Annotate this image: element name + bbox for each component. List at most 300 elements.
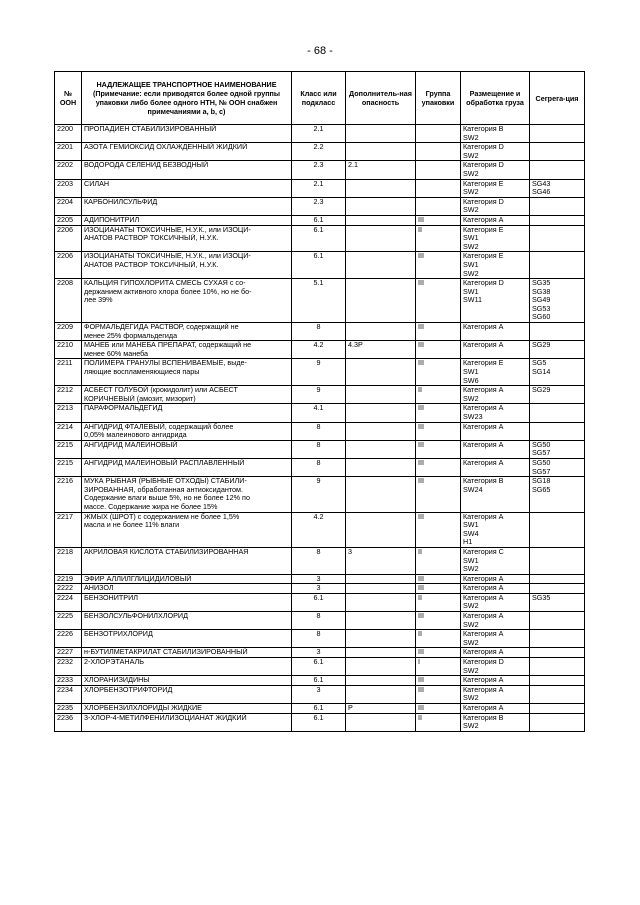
- stowage-line: Категория A: [463, 648, 504, 657]
- stowage-line: SW2: [463, 638, 479, 647]
- subsidiary-risk-cell: [346, 612, 416, 630]
- stowage-line: Категория D: [463, 197, 504, 206]
- stowage-line: Категория A: [463, 341, 504, 350]
- un-number-cell: 2219: [55, 574, 82, 584]
- stowage-line: SW2: [463, 269, 479, 278]
- packing-group-cell: III: [416, 574, 461, 584]
- table-row: [55, 440, 585, 458]
- shipping-name-line: ПОЛИМЕРА ГРАНУЛЫ ВСПЕНИВАЕМЫЕ, выде-: [84, 359, 247, 368]
- packing-group-cell: [416, 143, 461, 161]
- shipping-name-cell: [82, 547, 292, 574]
- table-row: [55, 359, 585, 386]
- segregation-cell: [530, 713, 585, 731]
- class-cell: 8: [292, 547, 346, 574]
- stowage-line: Категория A: [463, 323, 504, 332]
- stowage-cell: [461, 404, 530, 422]
- stowage-line: SW2: [463, 394, 479, 403]
- segregation-cell: [530, 359, 585, 386]
- segregation-line: SG50: [532, 458, 551, 467]
- packing-group-cell: II: [416, 593, 461, 611]
- subsidiary-risk-cell: [346, 225, 416, 252]
- subsidiary-risk-cell: [346, 197, 416, 215]
- table-row: [55, 143, 585, 161]
- stowage-line: Категория D: [463, 161, 504, 170]
- segregation-line: SG57: [532, 449, 551, 458]
- un-number-cell: 2234: [55, 685, 82, 703]
- shipping-name-line: БЕНЗОТРИХЛОРИД: [84, 630, 153, 639]
- segregation-line: SG18: [532, 477, 551, 486]
- subsidiary-risk-cell: [346, 477, 416, 512]
- stowage-line: SW1: [463, 521, 479, 530]
- un-number-cell: 2209: [55, 323, 82, 341]
- segregation-cell: [530, 404, 585, 422]
- shipping-name-line: ИЗОЦИАНАТЫ ТОКСИЧНЫЕ, Н.У.К., или ИЗОЦИ-: [84, 252, 251, 261]
- packing-group-cell: III: [416, 252, 461, 279]
- packing-group-cell: III: [416, 458, 461, 476]
- shipping-name-line: АНАТОВ РАСТВОР ТОКСИЧНЫЙ, Н.У.К.: [84, 234, 219, 243]
- un-number-cell: 2232: [55, 658, 82, 676]
- stowage-cell: [461, 279, 530, 323]
- shipping-name-line: БЕНЗОНИТРИЛ: [84, 593, 138, 602]
- shipping-name-cell: [82, 341, 292, 359]
- un-number-cell: 2215: [55, 440, 82, 458]
- segregation-line: SG35: [532, 593, 551, 602]
- stowage-line: SW2: [463, 722, 479, 731]
- shipping-name-line: АНИЗОЛ: [84, 584, 114, 593]
- packing-group-cell: III: [416, 215, 461, 225]
- shipping-name-line: АЗОТА ГЕМИОКСИД ОХЛАЖДЕННЫЙ ЖИДКИЙ: [84, 143, 248, 152]
- packing-group-cell: III: [416, 685, 461, 703]
- segregation-line: SG29: [532, 341, 551, 350]
- stowage-line: Категория E: [463, 252, 504, 261]
- un-number-cell: 2204: [55, 197, 82, 215]
- class-cell: 3: [292, 584, 346, 594]
- table-row: [55, 252, 585, 279]
- shipping-name-cell: [82, 612, 292, 630]
- stowage-cell: [461, 359, 530, 386]
- class-cell: 9: [292, 386, 346, 404]
- un-number-cell: 2227: [55, 648, 82, 658]
- subsidiary-risk-cell: [346, 252, 416, 279]
- stowage-line: SW2: [463, 188, 479, 197]
- stowage-line: SW2: [463, 666, 479, 675]
- stowage-line: SW1: [463, 556, 479, 565]
- segregation-cell: [530, 685, 585, 703]
- shipping-name-cell: [82, 584, 292, 594]
- stowage-line: Категория A: [463, 584, 504, 593]
- stowage-line: Категория C: [463, 547, 504, 556]
- class-cell: 8: [292, 612, 346, 630]
- shipping-name-line: ХЛОРБЕНЗИЛХЛОРИДЫ ЖИДКИЕ: [84, 704, 202, 712]
- subsidiary-risk-cell: [346, 512, 416, 547]
- shipping-name-line: менее 25% формальдегида: [84, 331, 178, 340]
- shipping-name-cell: [82, 125, 292, 143]
- segregation-cell: [530, 422, 585, 440]
- un-number-cell: 2226: [55, 630, 82, 648]
- class-cell: 8: [292, 323, 346, 341]
- table-row: [55, 713, 585, 731]
- table-row: [55, 658, 585, 676]
- shipping-name-line: менее 60% манеба: [84, 349, 149, 358]
- segregation-cell: [530, 584, 585, 594]
- un-number-cell: 2201: [55, 143, 82, 161]
- stowage-line: H1: [463, 538, 473, 547]
- shipping-name-line: ляющие воспламеняющиеся пары: [84, 368, 200, 377]
- stowage-cell: [461, 341, 530, 359]
- stowage-line: SW6: [463, 376, 479, 385]
- stowage-line: Категория A: [463, 512, 504, 521]
- shipping-name-cell: [82, 658, 292, 676]
- packing-group-cell: II: [416, 713, 461, 731]
- subsidiary-risk-cell: [346, 215, 416, 225]
- stowage-line: SW2: [463, 565, 479, 574]
- packing-group-cell: III: [416, 584, 461, 594]
- shipping-name-cell: [82, 197, 292, 215]
- un-number-cell: 2214: [55, 422, 82, 440]
- un-number-cell: 2200: [55, 125, 82, 143]
- table-row: [55, 630, 585, 648]
- table-row: [55, 422, 585, 440]
- shipping-name-cell: [82, 323, 292, 341]
- segregation-cell: [530, 547, 585, 574]
- shipping-name-line: масла и не более 11% влаги: [84, 521, 180, 530]
- un-number-cell: 2233: [55, 676, 82, 686]
- header-stowage: Размещение и обработка груза: [461, 72, 530, 125]
- class-cell: 2.1: [292, 179, 346, 197]
- class-cell: 9: [292, 359, 346, 386]
- stowage-cell: [461, 676, 530, 686]
- stowage-line: SW1: [463, 260, 479, 269]
- subsidiary-risk-cell: 4.3P: [346, 341, 416, 359]
- stowage-cell: [461, 685, 530, 703]
- header-proper-shipping-name: [82, 72, 292, 125]
- stowage-line: Категория B: [463, 713, 504, 722]
- subsidiary-risk-cell: [346, 685, 416, 703]
- shipping-name-cell: [82, 512, 292, 547]
- stowage-line: SW4: [463, 529, 479, 538]
- segregation-cell: [530, 179, 585, 197]
- subsidiary-risk-cell: [346, 386, 416, 404]
- subsidiary-risk-cell: [346, 359, 416, 386]
- subsidiary-risk-cell: [346, 143, 416, 161]
- un-number-cell: 2216: [55, 477, 82, 512]
- stowage-line: Категория A: [463, 630, 504, 639]
- segregation-cell: [530, 225, 585, 252]
- table-row: [55, 584, 585, 594]
- un-number-cell: 2211: [55, 359, 82, 386]
- packing-group-cell: III: [416, 422, 461, 440]
- segregation-cell: [530, 386, 585, 404]
- stowage-line: Категория D: [463, 658, 504, 667]
- table-row: [55, 125, 585, 143]
- table-row: [55, 386, 585, 404]
- shipping-name-cell: [82, 440, 292, 458]
- segregation-cell: [530, 458, 585, 476]
- un-number-cell: 2206: [55, 225, 82, 252]
- stowage-line: Категория B: [463, 477, 504, 486]
- stowage-line: Категория A: [463, 685, 504, 694]
- class-cell: 2.2: [292, 143, 346, 161]
- segregation-line: SG35: [532, 279, 551, 288]
- stowage-line: SW1: [463, 368, 479, 377]
- shipping-name-cell: [82, 252, 292, 279]
- stowage-cell: [461, 574, 530, 584]
- class-cell: 8: [292, 422, 346, 440]
- stowage-cell: [461, 179, 530, 197]
- table-row: [55, 404, 585, 422]
- header-class: Класс или подкласс: [292, 72, 346, 125]
- un-number-cell: 2203: [55, 179, 82, 197]
- shipping-name-line: КАРБОНИЛСУЛЬФИД: [84, 197, 158, 206]
- un-number-cell: 2224: [55, 593, 82, 611]
- subsidiary-risk-cell: [346, 440, 416, 458]
- subsidiary-risk-cell: [346, 593, 416, 611]
- shipping-name-cell: [82, 422, 292, 440]
- table-row: [55, 676, 585, 686]
- table-row: [55, 323, 585, 341]
- table-row: [55, 593, 585, 611]
- segregation-line: SG60: [532, 313, 551, 322]
- segregation-cell: [530, 161, 585, 179]
- packing-group-cell: III: [416, 612, 461, 630]
- stowage-line: SW2: [463, 169, 479, 178]
- class-cell: 2.3: [292, 161, 346, 179]
- stowage-cell: [461, 125, 530, 143]
- segregation-line: SG50: [532, 440, 551, 449]
- subsidiary-risk-cell: [346, 713, 416, 731]
- packing-group-cell: III: [416, 512, 461, 547]
- segregation-cell: [530, 630, 585, 648]
- stowage-line: SW2: [463, 206, 479, 215]
- stowage-line: Категория A: [463, 574, 504, 583]
- shipping-name-line: 2-ХЛОРЭТАНАЛЬ: [84, 658, 144, 667]
- shipping-name-line: АНАТОВ РАСТВОР ТОКСИЧНЫЙ, Н.У.К.: [84, 260, 219, 269]
- shipping-name-cell: [82, 676, 292, 686]
- packing-group-cell: III: [416, 440, 461, 458]
- stowage-line: Категория A: [463, 215, 504, 224]
- subsidiary-risk-cell: [346, 458, 416, 476]
- class-cell: 6.1: [292, 225, 346, 252]
- header-un-number: № ООН: [55, 72, 82, 125]
- segregation-line: SG65: [532, 485, 551, 494]
- table-row: [55, 458, 585, 476]
- segregation-cell: [530, 593, 585, 611]
- shipping-name-cell: [82, 648, 292, 658]
- stowage-line: Категория A: [463, 458, 504, 467]
- un-number-cell: 2225: [55, 612, 82, 630]
- segregation-cell: [530, 143, 585, 161]
- packing-group-cell: III: [416, 323, 461, 341]
- packing-group-cell: III: [416, 279, 461, 323]
- shipping-name-line: ЗИРОВАННАЯ, обработанная антиоксидантом.: [84, 485, 243, 494]
- table-row: [55, 279, 585, 323]
- stowage-line: SW2: [463, 620, 479, 629]
- stowage-line: SW2: [463, 242, 479, 251]
- table-row: [55, 512, 585, 547]
- table-row: [55, 704, 585, 714]
- shipping-name-line: КОРИЧНЕВЫЙ (амозит, мизорит): [84, 394, 196, 403]
- shipping-name-cell: [82, 685, 292, 703]
- class-cell: 8: [292, 458, 346, 476]
- segregation-cell: [530, 197, 585, 215]
- class-cell: 3: [292, 685, 346, 703]
- subsidiary-risk-cell: [346, 630, 416, 648]
- stowage-line: Категория A: [463, 386, 504, 395]
- stowage-cell: [461, 323, 530, 341]
- class-cell: 9: [292, 477, 346, 512]
- segregation-cell: [530, 512, 585, 547]
- class-cell: 6.1: [292, 658, 346, 676]
- un-number-cell: 2236: [55, 713, 82, 731]
- un-number-cell: 2208: [55, 279, 82, 323]
- stowage-cell: [461, 593, 530, 611]
- stowage-line: Категория D: [463, 143, 504, 152]
- stowage-cell: [461, 547, 530, 574]
- stowage-line: SW2: [463, 133, 479, 142]
- shipping-name-line: массе. Содержание жира не более 15%: [84, 502, 218, 511]
- dangerous-goods-table: [54, 71, 585, 732]
- table-row: [55, 225, 585, 252]
- class-cell: 4.1: [292, 404, 346, 422]
- table-row: [55, 179, 585, 197]
- un-number-cell: 2235: [55, 704, 82, 714]
- packing-group-cell: III: [416, 648, 461, 658]
- packing-group-cell: [416, 179, 461, 197]
- shipping-name-line: СИЛАН: [84, 179, 110, 188]
- segregation-line: SG53: [532, 304, 551, 313]
- subsidiary-risk-cell: [346, 404, 416, 422]
- table-row: [55, 215, 585, 225]
- un-number-cell: 2217: [55, 512, 82, 547]
- un-number-cell: 2215: [55, 458, 82, 476]
- stowage-line: Категория A: [463, 704, 504, 712]
- table-row: [55, 685, 585, 703]
- segregation-cell: [530, 215, 585, 225]
- stowage-cell: [461, 612, 530, 630]
- page-number: - 68 -: [307, 45, 333, 57]
- packing-group-cell: III: [416, 359, 461, 386]
- stowage-line: Категория E: [463, 179, 504, 188]
- shipping-name-cell: [82, 477, 292, 512]
- stowage-line: SW1: [463, 287, 479, 296]
- stowage-cell: [461, 713, 530, 731]
- stowage-line: SW23: [463, 413, 483, 421]
- header-name-note: (Примечание: если приводятся более одной группы упаковки либо более одного НТН, № ООН снабжен примечаниями a, b, c): [92, 89, 281, 116]
- subsidiary-risk-cell: [346, 574, 416, 584]
- stowage-cell: [461, 648, 530, 658]
- class-cell: 6.1: [292, 252, 346, 279]
- shipping-name-cell: [82, 630, 292, 648]
- stowage-cell: [461, 161, 530, 179]
- stowage-cell: [461, 704, 530, 714]
- stowage-cell: [461, 143, 530, 161]
- segregation-cell: [530, 323, 585, 341]
- subsidiary-risk-cell: [346, 658, 416, 676]
- stowage-cell: [461, 197, 530, 215]
- subsidiary-risk-cell: [346, 422, 416, 440]
- table-row: [55, 477, 585, 512]
- packing-group-cell: II: [416, 386, 461, 404]
- table-body: [55, 125, 585, 732]
- shipping-name-line: ПРОПАДИЕН СТАБИЛИЗИРОВАННЫЙ: [84, 125, 217, 133]
- header-packing-group: Группа упаковки: [416, 72, 461, 125]
- segregation-cell: [530, 252, 585, 279]
- class-cell: 6.1: [292, 215, 346, 225]
- shipping-name-line: лее 39%: [84, 296, 113, 305]
- shipping-name-line: АНГИДРИД ФТАЛЕВЫЙ, содержащий более: [84, 422, 234, 431]
- packing-group-cell: [416, 197, 461, 215]
- shipping-name-cell: [82, 225, 292, 252]
- segregation-line: SG49: [532, 296, 551, 305]
- stowage-line: Категория B: [463, 125, 504, 133]
- un-number-cell: 2205: [55, 215, 82, 225]
- class-cell: 8: [292, 630, 346, 648]
- stowage-cell: [461, 477, 530, 512]
- subsidiary-risk-cell: 3: [346, 547, 416, 574]
- table-row: [55, 612, 585, 630]
- segregation-cell: [530, 648, 585, 658]
- shipping-name-line: АНГИДРИД МАЛЕИНОВЫЙ РАСПЛАВЛЕННЫЙ: [84, 458, 245, 467]
- segregation-line: SG43: [532, 179, 551, 188]
- segregation-line: SG38: [532, 287, 551, 296]
- shipping-name-cell: [82, 386, 292, 404]
- shipping-name-line: МУКА РЫБНАЯ (РЫБНЫЕ ОТХОДЫ) СТАБИЛИ-: [84, 477, 247, 486]
- un-number-cell: 2222: [55, 584, 82, 594]
- shipping-name-line: КАЛЬЦИЯ ГИПОХЛОРИТА СМЕСЬ СУХАЯ с со-: [84, 279, 246, 288]
- subsidiary-risk-cell: [346, 125, 416, 143]
- segregation-cell: [530, 125, 585, 143]
- stowage-line: Категория E: [463, 359, 504, 368]
- shipping-name-line: АСБЕСТ ГОЛУБОЙ (крокидолит) или АСБЕСТ: [84, 386, 238, 395]
- un-number-cell: 2213: [55, 404, 82, 422]
- segregation-cell: [530, 341, 585, 359]
- shipping-name-line: 3-ХЛОР-4-МЕТИЛФЕНИЛИЗОЦИАНАТ ЖИДКИЙ: [84, 713, 247, 722]
- header-name-title: НАДЛЕЖАЩЕЕ ТРАНСПОРТНОЕ НАИМЕНОВАНИЕ: [96, 80, 277, 89]
- segregation-cell: [530, 279, 585, 323]
- shipping-name-cell: [82, 179, 292, 197]
- segregation-line: SG46: [532, 188, 551, 197]
- table-row: [55, 341, 585, 359]
- class-cell: 6.1: [292, 676, 346, 686]
- header-segregation: Сегрега-ция: [530, 72, 585, 125]
- un-number-cell: 2202: [55, 161, 82, 179]
- stowage-line: SW2: [463, 694, 479, 703]
- segregation-line: SG14: [532, 368, 551, 377]
- table-row: [55, 197, 585, 215]
- shipping-name-cell: [82, 404, 292, 422]
- shipping-name-line: БЕНЗОЛСУЛЬФОНИЛХЛОРИД: [84, 612, 188, 621]
- shipping-name-line: н-БУТИЛМЕТАКРИЛАТ СТАБИЛИЗИРОВАННЫЙ: [84, 648, 248, 657]
- stowage-cell: [461, 215, 530, 225]
- subsidiary-risk-cell: 2.1: [346, 161, 416, 179]
- packing-group-cell: III: [416, 704, 461, 714]
- shipping-name-cell: [82, 215, 292, 225]
- stowage-line: Категория D: [463, 279, 504, 288]
- class-cell: 5.1: [292, 279, 346, 323]
- shipping-name-cell: [82, 458, 292, 476]
- packing-group-cell: III: [416, 477, 461, 512]
- shipping-name-line: ФОРМАЛЬДЕГИДА РАСТВОР, содержащий не: [84, 323, 239, 332]
- packing-group-cell: II: [416, 547, 461, 574]
- class-cell: 6.1: [292, 593, 346, 611]
- segregation-line: SG29: [532, 386, 551, 395]
- packing-group-cell: III: [416, 676, 461, 686]
- shipping-name-line: ИЗОЦИАНАТЫ ТОКСИЧНЫЕ, Н.У.К., или ИЗОЦИ-: [84, 225, 251, 234]
- un-number-cell: 2210: [55, 341, 82, 359]
- stowage-cell: [461, 386, 530, 404]
- subsidiary-risk-cell: [346, 648, 416, 658]
- header-subsidiary-risk: Дополнитель-ная опасность: [346, 72, 416, 125]
